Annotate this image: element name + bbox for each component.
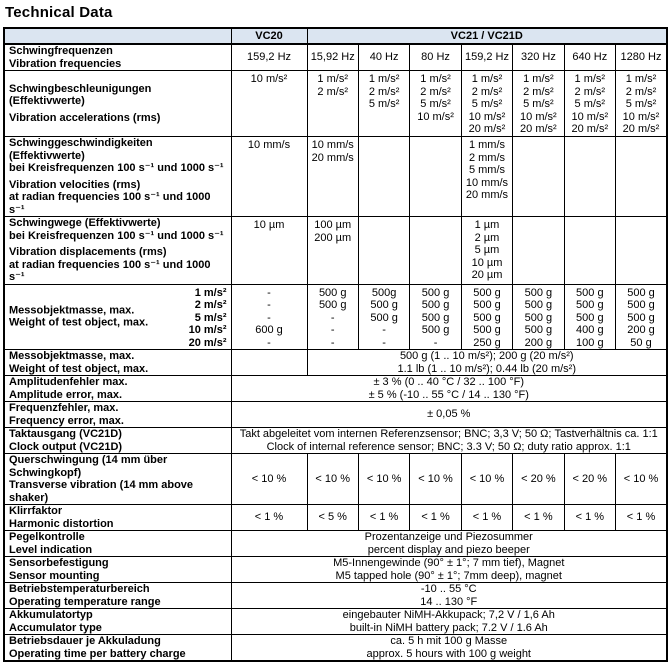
cell-transverse-4: < 10 % <box>461 454 512 505</box>
cell-disp-4: 1 µm 2 µm 5 µm 10 µm 20 µm <box>461 217 512 285</box>
cell-mass-total-vc21 <box>307 350 667 376</box>
cell-distortion-6: < 1 % <box>564 505 615 531</box>
value-de: eingebauter NiMH-Akkupack; 7,2 V / 1,6 Ah <box>342 609 555 621</box>
row-clock-output <box>4 428 667 454</box>
label-en: Operating temperature range <box>9 595 161 608</box>
label-vibration-velocities <box>4 137 231 217</box>
row-test-object-weight-total <box>4 350 667 376</box>
label-en: Vibration velocities (rms) <box>9 178 141 191</box>
row-vibration-velocities <box>4 137 667 217</box>
label-level-indication <box>4 531 231 557</box>
label-en: Amplitude error, max. <box>9 388 123 401</box>
cell-distortion-1: < 5 % <box>307 505 358 531</box>
cell-freq-7: 1280 Hz <box>616 44 667 71</box>
label-en: Vibration accelerations (rms) <box>9 111 161 124</box>
cell-accumulator-type <box>231 609 667 635</box>
value-en: built-in NiMH battery pack; 7.2 V / 1.6 Ah <box>349 621 548 634</box>
cell-transverse-5: < 20 % <box>513 454 564 505</box>
cell-distortion-vc20: < 1 % <box>231 505 307 531</box>
cell-transverse-vc20: < 10 % <box>231 454 307 505</box>
row-sensor-mounting <box>4 557 667 583</box>
label-de: Schwingwege (Effektivwerte) <box>9 217 161 229</box>
label-amplitude-error <box>4 376 231 402</box>
technical-data-table <box>3 27 668 662</box>
cell-distortion-5: < 1 % <box>513 505 564 531</box>
cell-mass-4: 500 g 500 g 500 g 500 g 250 g <box>461 284 512 350</box>
row-amplitude-error <box>4 376 667 402</box>
cell-mass-3: 500 g 500 g 500 g 500 g - <box>410 284 461 350</box>
cell-freq-5: 320 Hz <box>513 44 564 71</box>
cell-distortion-3: < 1 % <box>410 505 461 531</box>
column-header-vc21: VC21 / VC21D <box>307 28 667 44</box>
label-de: Schwingfrequenzen <box>9 45 113 57</box>
cell-mass-5: 500 g 500 g 500 g 500 g 200 g <box>513 284 564 350</box>
value-de: ca. 5 h mit 100 g Masse <box>390 635 508 647</box>
label-vibration-accelerations <box>4 71 231 137</box>
cell-sensor-mounting <box>231 557 667 583</box>
label-de: Schwingbeschleunigungen (Effektivwerte) <box>9 82 152 108</box>
model-header-row <box>4 28 667 44</box>
label-operating-time <box>4 635 231 662</box>
label-en: Transverse vibration (14 mm above shaker) <box>9 479 194 504</box>
cell-vel-2 <box>358 137 409 217</box>
value-de: 500 g (1 .. 10 m/s²); 200 g (20 m/s²) <box>399 350 574 362</box>
row-test-object-weight <box>4 284 667 350</box>
value-en: 1.1 lb (1 .. 10 m/s²); 0.44 lb (20 m/s²) <box>397 362 576 375</box>
cell-transverse-3: < 10 % <box>410 454 461 505</box>
label-de: Betriebsdauer je Akkuladung <box>9 635 161 647</box>
label-en: Vibration displacements (rms) <box>9 246 167 258</box>
label-de: Betriebstemperaturbereich <box>9 583 150 595</box>
cell-transverse-6: < 20 % <box>564 454 615 505</box>
label-en: Weight of test object, max. <box>9 362 149 375</box>
cell-operating-time <box>231 635 667 662</box>
cell-transverse-7: < 10 % <box>616 454 667 505</box>
cell-frequency-error: ± 0,05 % <box>231 402 667 428</box>
label-en: Vibration frequencies <box>9 57 122 70</box>
label-accumulator-type <box>4 609 231 635</box>
cell-vel-5 <box>513 137 564 217</box>
cell-disp-6 <box>564 217 615 285</box>
label-operating-temperature <box>4 583 231 609</box>
label-frequency-error <box>4 402 231 428</box>
cell-freq-vc20: 159,2 Hz <box>231 44 307 71</box>
cell-accel-1: 1 m/s² 2 m/s² <box>307 71 358 137</box>
cell-vel-4: 1 mm/s 2 mm/s 5 mm/s 10 mm/s 20 mm/s <box>461 137 512 217</box>
label-harmonic-distortion <box>4 505 231 531</box>
cell-accel-2: 1 m/s² 2 m/s² 5 m/s² <box>358 71 409 137</box>
cell-clock-output <box>231 428 667 454</box>
label-de: Frequenzfehler, max. <box>9 402 119 414</box>
cell-distortion-7: < 1 % <box>616 505 667 531</box>
label-de: Akkumulatortyp <box>9 609 93 621</box>
label-sensor-mounting <box>4 557 231 583</box>
row-vibration-displacements <box>4 217 667 285</box>
label-de: Amplitudenfehler max. <box>9 376 128 388</box>
cell-disp-3 <box>410 217 461 285</box>
cell-operating-temperature <box>231 583 667 609</box>
value-de: Prozentanzeige und Piezosummer <box>364 531 533 543</box>
cell-disp-1: 100 µm 200 µm <box>307 217 358 285</box>
label-en: Operating time per battery charge <box>9 647 186 660</box>
row-frequency-error <box>4 402 667 428</box>
cell-accel-7: 1 m/s² 2 m/s² 5 m/s² 10 m/s² 20 m/s² <box>616 71 667 137</box>
value-en: Clock of internal reference sensor; BNC; 3.3 V; 50 Ω; duty ratio approx. 1:1 <box>266 440 631 453</box>
cell-mass-total-vc20 <box>231 350 307 376</box>
label-en2: at radian frequencies 100 s⁻¹ und 1000 s⁻¹ <box>9 191 211 216</box>
label-de: Querschwingung (14 mm über Schwingkopf) <box>9 454 168 479</box>
value-de: Takt abgeleitet vom internen Referenzsensor; BNC; 3,3 V; 50 Ω; Tastverhältnis ca. 1:1 <box>239 428 658 440</box>
cell-accel-6: 1 m/s² 2 m/s² 5 m/s² 10 m/s² 20 m/s² <box>564 71 615 137</box>
cell-mass-vc20: - - - 600 g - <box>231 284 307 350</box>
label-clock-output <box>4 428 231 454</box>
cell-disp-7 <box>616 217 667 285</box>
label-vibration-frequencies <box>4 44 231 71</box>
cell-transverse-2: < 10 % <box>358 454 409 505</box>
value-en: M5 tapped hole (90° ± 1°; 7mm deep), magnet <box>335 569 562 582</box>
label-de: Schwinggeschwindigkeiten (Effektivwerte) <box>9 137 153 162</box>
cell-accel-vc20: 10 m/s² <box>231 71 307 137</box>
value-de: ± 3 % (0 .. 40 °C / 32 .. 100 °F) <box>373 376 525 388</box>
cell-vel-1: 10 mm/s 20 mm/s <box>307 137 358 217</box>
label-en: Level indication <box>9 543 93 556</box>
value-de: M5-Innengewinde (90° ± 1°; 7 mm tief), Magnet <box>333 557 565 569</box>
cell-freq-6: 640 Hz <box>564 44 615 71</box>
label-en: Frequency error, max. <box>9 414 124 427</box>
cell-amplitude-error <box>231 376 667 402</box>
row-accumulator-type <box>4 609 667 635</box>
value-de: -10 .. 55 °C <box>420 583 477 595</box>
cell-disp-2 <box>358 217 409 285</box>
cell-disp-5 <box>513 217 564 285</box>
label-test-object-weight <box>4 284 231 350</box>
cell-vel-6 <box>564 137 615 217</box>
column-header-vc20: VC20 <box>231 28 307 44</box>
label-de: Taktausgang (VC21D) <box>9 428 122 440</box>
cell-distortion-4: < 1 % <box>461 505 512 531</box>
value-en: approx. 5 hours with 100 g weight <box>366 647 531 660</box>
label-en: Harmonic distortion <box>9 517 114 530</box>
label-vibration-displacements <box>4 217 231 285</box>
cell-accel-5: 1 m/s² 2 m/s² 5 m/s² 10 m/s² 20 m/s² <box>513 71 564 137</box>
label-en: Weight of test object, max. <box>9 316 149 329</box>
label-de: Pegelkontrolle <box>9 531 85 543</box>
row-vibration-frequencies <box>4 44 667 71</box>
row-level-indication <box>4 531 667 557</box>
label-en: Clock output (VC21D) <box>9 440 123 453</box>
cell-level-indication <box>231 531 667 557</box>
cell-distortion-2: < 1 % <box>358 505 409 531</box>
cell-vel-vc20: 10 mm/s <box>231 137 307 217</box>
label-de2: bei Kreisfrequenzen 100 s⁻¹ und 1000 s⁻¹ <box>9 229 224 242</box>
cell-transverse-1: < 10 % <box>307 454 358 505</box>
value-en: 14 .. 130 °F <box>420 595 478 608</box>
row-transverse-vibration <box>4 454 667 505</box>
value-en: percent display and piezo beeper <box>367 543 530 556</box>
row-operating-temperature <box>4 583 667 609</box>
weight-label-block <box>9 304 148 329</box>
cell-accel-3: 1 m/s² 2 m/s² 5 m/s² 10 m/s² <box>410 71 461 137</box>
row-harmonic-distortion <box>4 505 667 531</box>
label-test-object-weight-total <box>4 350 231 376</box>
cell-mass-7: 500 g 500 g 500 g 200 g 50 g <box>616 284 667 350</box>
cell-mass-1: 500 g 500 g - - - <box>307 284 358 350</box>
row-vibration-accelerations <box>4 71 667 137</box>
label-de: Klirrfaktor <box>9 505 63 517</box>
cell-mass-2: 500g 500 g 500 g - - <box>358 284 409 350</box>
label-de2: bei Kreisfrequenzen 100 s⁻¹ und 1000 s⁻¹ <box>9 162 224 174</box>
cell-accel-4: 1 m/s² 2 m/s² 5 m/s² 10 m/s² 20 m/s² <box>461 71 512 137</box>
label-en: Sensor mounting <box>9 569 100 582</box>
value-en: ± 5 % (-10 .. 55 °C / 14 .. 130 °F) <box>368 388 529 401</box>
label-transverse-vibration <box>4 454 231 505</box>
cell-freq-4: 159,2 Hz <box>461 44 512 71</box>
cell-vel-7 <box>616 137 667 217</box>
weight-acceleration-sublabels: 1 m/s² 2 m/s² 5 m/s² 10 m/s² 20 m/s² <box>188 286 227 349</box>
row-operating-time <box>4 635 667 662</box>
cell-disp-vc20: 10 µm <box>231 217 307 285</box>
label-de: Messobjektmasse, max. <box>9 304 135 317</box>
cell-vel-3 <box>410 137 461 217</box>
header-corner-cell <box>4 28 231 44</box>
cell-freq-2: 40 Hz <box>358 44 409 71</box>
cell-freq-1: 15,92 Hz <box>307 44 358 71</box>
cell-mass-6: 500 g 500 g 500 g 400 g 100 g <box>564 284 615 350</box>
cell-freq-3: 80 Hz <box>410 44 461 71</box>
page-title: Technical Data <box>5 4 113 21</box>
label-de: Sensorbefestigung <box>9 557 109 569</box>
label-de: Messobjektmasse, max. <box>9 350 135 362</box>
label-en2: at radian frequencies 100 s⁻¹ und 1000 s⁻¹ <box>9 258 211 283</box>
label-en: Accumulator type <box>9 621 102 634</box>
